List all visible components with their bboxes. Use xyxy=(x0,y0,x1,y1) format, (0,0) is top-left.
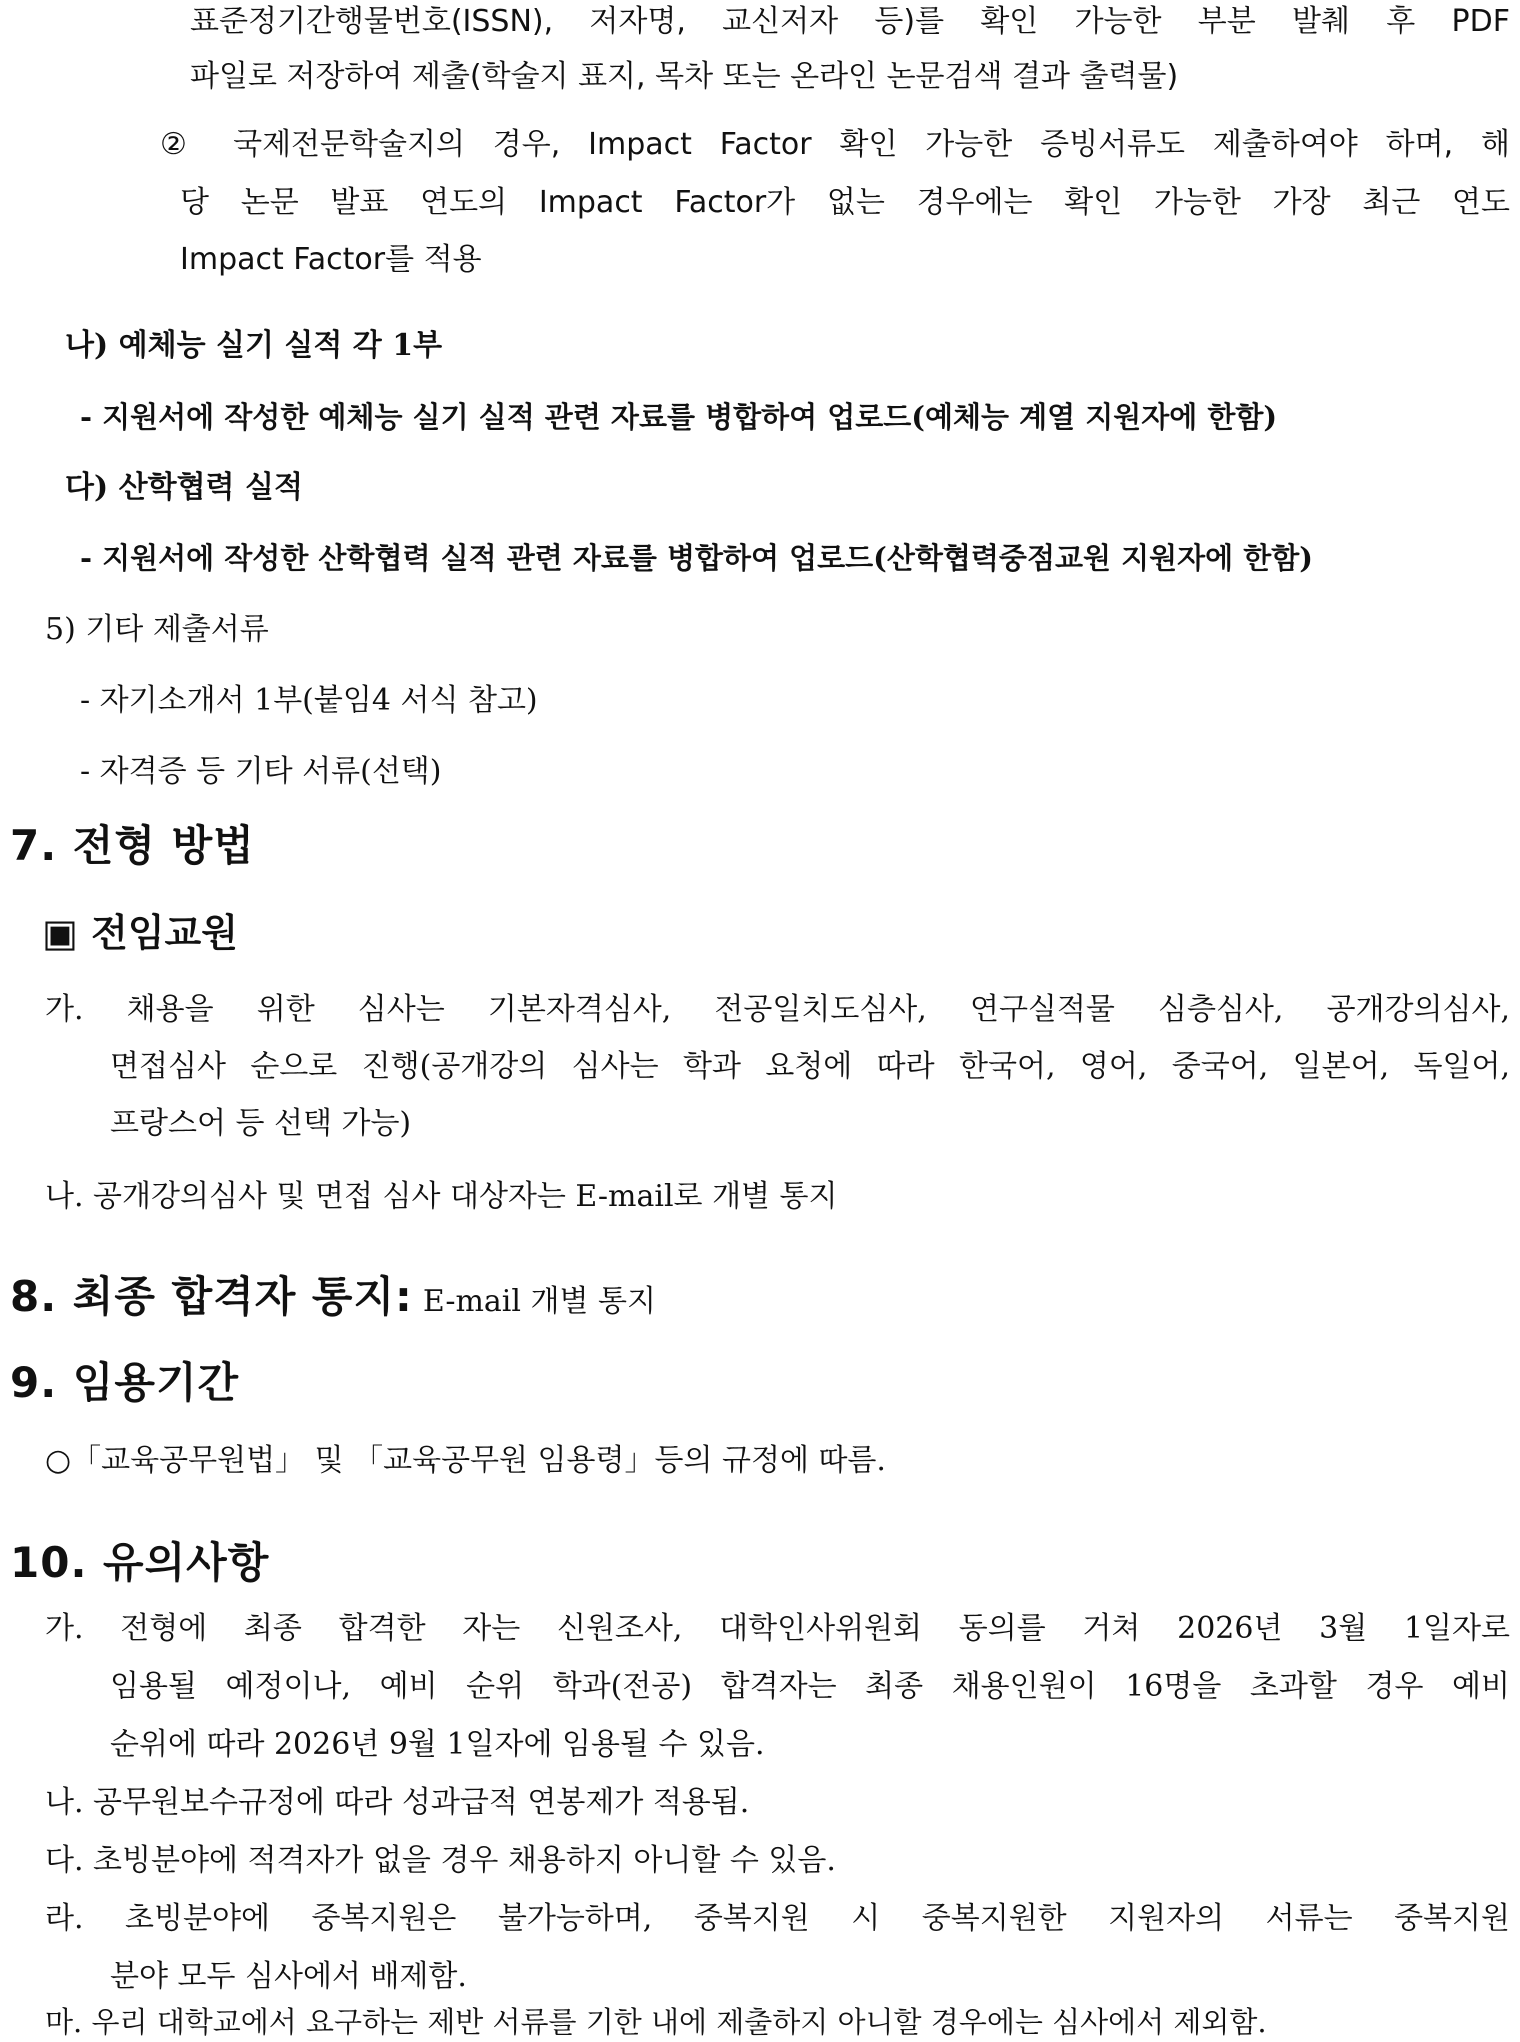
text-line: Impact Factor를 적용 xyxy=(180,242,482,277)
list-item: 나. 공무원보수규정에 따라 성과급적 연봉제가 적용됨. xyxy=(45,1785,750,1820)
section-title: 10. 유의사항 xyxy=(10,1538,270,1587)
text-line: 당 논문 발표 연도의 Impact Factor가 없는 경우에는 확인 가능한 가장 최근 연도 xyxy=(180,185,1510,220)
subsection-title: ▣ 전임교원 xyxy=(42,911,238,955)
text-line: 면접심사 순으로 진행(공개강의 심사는 학과 요청에 따라 한국어, 영어, 중국어, 일본어, 독일어, xyxy=(110,1049,1510,1084)
text-line: ② 국제전문학술지의 경우, Impact Factor 확인 가능한 증빙서류도 제출하여야 하며, 해 xyxy=(160,127,1510,162)
section-title-text: 8. 최종 합격자 통지: xyxy=(10,1272,413,1321)
notification-note: E-mail 개별 통지 xyxy=(422,1284,656,1319)
list-item: 가. 채용을 위한 심사는 기본자격심사, 전공일치도심사, 연구실적물 심층심사, 공개강의심사, xyxy=(45,992,1510,1027)
subheading: 다) 산학협력 실적 xyxy=(65,470,303,505)
text-line: 순위에 따라 2026년 9월 1일자에 임용될 수 있음. xyxy=(110,1727,765,1762)
section-title xyxy=(10,1270,656,1329)
list-item: - 자기소개서 1부(붙임4 서식 참고) xyxy=(80,683,538,718)
section-title: 7. 전형 방법 xyxy=(10,821,255,870)
text-line: 표준정기간행물번호(ISSN), 저자명, 교신저자 등)를 확인 가능한 부분 발췌 후 PDF xyxy=(190,4,1510,39)
text-line: 분야 모두 심사에서 배제함. xyxy=(110,1959,467,1994)
list-item: - 자격증 등 기타 서류(선택) xyxy=(80,754,442,789)
text-line: 임용될 예정이나, 예비 순위 학과(전공) 합격자는 최종 채용인원이 16명을 초과할 경우 예비 xyxy=(110,1669,1510,1704)
subheading: 나) 예체능 실기 실적 각 1부 xyxy=(65,328,443,363)
text-line: 프랑스어 등 선택 가능) xyxy=(110,1106,412,1141)
list-item: 다. 초빙분야에 적격자가 없을 경우 채용하지 아니할 수 있음. xyxy=(45,1843,836,1878)
subheading: 5) 기타 제출서류 xyxy=(45,612,269,647)
list-item: 가. 전형에 최종 합격한 자는 신원조사, 대학인사위원회 동의를 거쳐 2026년 3월 1일자로 xyxy=(45,1611,1510,1646)
list-item: 마. 우리 대학교에서 요구하는 제반 서류를 기한 내에 제출하지 아니할 경우에는 심사에서 제외함. xyxy=(45,2005,1267,2039)
section-title: 9. 임용기간 xyxy=(10,1358,240,1407)
list-item: - 지원서에 작성한 예체능 실기 실적 관련 자료를 병합하여 업로드(예체능 계열 지원자에 한함) xyxy=(80,400,1278,434)
list-item: - 지원서에 작성한 산학협력 실적 관련 자료를 병합하여 업로드(산학협력중점교원 지원자에 한함) xyxy=(80,541,1313,575)
list-item: 라. 초빙분야에 중복지원은 불가능하며, 중복지원 시 중복지원한 지원자의 서류는 중복지원 xyxy=(45,1901,1510,1936)
list-item: 나. 공개강의심사 및 면접 심사 대상자는 E-mail로 개별 통지 xyxy=(45,1179,838,1214)
text-line: 파일로 저장하여 제출(학술지 표지, 목차 또는 온라인 논문검색 결과 출력물) xyxy=(190,59,1179,94)
list-item: ○「교육공무원법」 및 「교육공무원 임용령」등의 규정에 따름. xyxy=(45,1443,886,1478)
